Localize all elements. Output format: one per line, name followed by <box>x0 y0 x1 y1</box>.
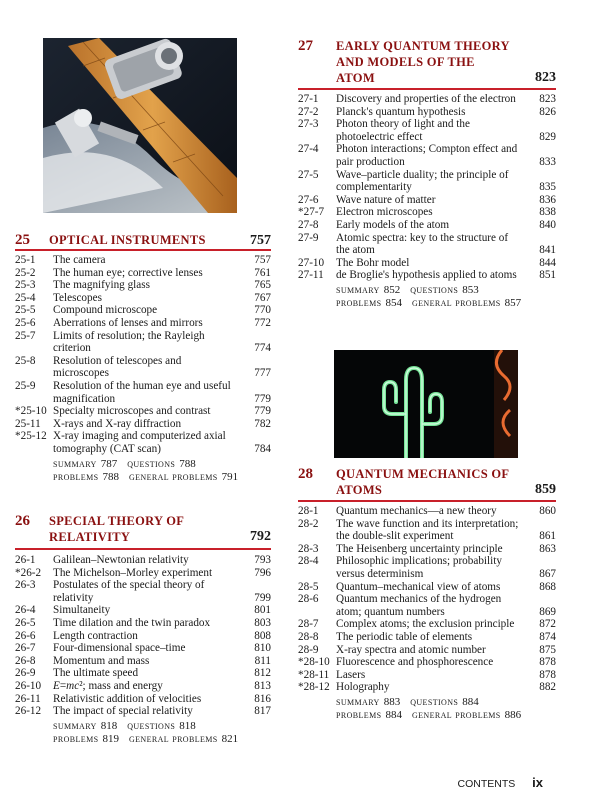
toc-entry <box>298 593 556 618</box>
section-title: Wave–particle duality; the principle of complementarity <box>336 168 509 194</box>
summary-page: 883 <box>383 695 401 708</box>
footer-page-number: ix <box>532 775 543 790</box>
section-page: 882 <box>539 681 556 694</box>
section-page: 816 <box>254 692 271 705</box>
chapter-27-rule <box>298 88 556 90</box>
section-number: 28-7 <box>298 618 319 631</box>
section-number: 26-10 <box>15 679 42 692</box>
section-title: Quantum mechanics—a new theory <box>336 505 497 517</box>
section-page: 813 <box>254 679 271 692</box>
section-title: de Broglie's hypothesis applied to atoms <box>336 269 517 282</box>
toc-entry <box>298 656 556 669</box>
toc-entry <box>298 206 556 219</box>
toc-entry <box>298 219 556 232</box>
section-number: *25-12 <box>15 430 47 443</box>
section-page: 784 <box>254 442 271 455</box>
section-page: 823 <box>539 93 556 105</box>
summary-line <box>336 696 556 709</box>
section-title: Quantum–mechanical view of atoms <box>336 580 501 593</box>
chapter-26-heading <box>15 513 271 545</box>
toc-entry <box>15 705 271 718</box>
general-problems-label: general problems <box>128 470 218 483</box>
section-title: Time dilation and the twin paradox <box>53 616 211 629</box>
section-number: 28-3 <box>298 542 319 555</box>
section-number: 26-8 <box>15 654 36 667</box>
section-page: 878 <box>539 668 556 681</box>
toc-entry <box>15 380 271 405</box>
chapter-title: SPECIAL THEORY OF RELATIVITY <box>49 514 184 544</box>
section-number: 25-7 <box>15 329 36 342</box>
section-number: 28-1 <box>298 505 319 517</box>
summary-label: summary <box>336 283 380 296</box>
section-number: 26-12 <box>15 705 42 718</box>
toc-entry <box>15 254 271 267</box>
questions-page: 818 <box>179 719 196 732</box>
chapter-26-sections <box>15 554 271 746</box>
section-title: Aberrations of lenses and mirrors <box>53 316 203 329</box>
section-number: 26-9 <box>15 667 36 680</box>
summary-line <box>53 720 271 733</box>
questions-label: questions <box>410 695 459 708</box>
section-page: 869 <box>539 605 556 618</box>
problems-page: 884 <box>385 708 402 721</box>
toc-entry <box>298 505 556 518</box>
section-title: The human eye; corrective lenses <box>53 266 203 279</box>
toc-entry <box>298 169 556 194</box>
toc-entry <box>15 355 271 380</box>
section-title: Holography <box>336 681 390 694</box>
section-title: Wave nature of matter <box>336 193 436 206</box>
general-problems-label: general problems <box>411 296 501 309</box>
section-page: 841 <box>539 244 556 257</box>
chapter-title: EARLY QUANTUM THEORY AND MODELS OF THE ATOM <box>336 39 510 85</box>
section-title: Resolution of the human eye and useful magnification <box>53 379 231 405</box>
toc-entry <box>15 430 271 455</box>
general-problems-page: 857 <box>504 296 522 309</box>
section-page: 826 <box>539 105 556 118</box>
section-number: 27-1 <box>298 93 319 105</box>
section-title: The Heisenberg uncertainty principle <box>336 542 503 555</box>
section-title: Length contraction <box>53 629 138 642</box>
section-number: 25-5 <box>15 304 36 317</box>
section-number: 25-9 <box>15 379 36 392</box>
toc-entry <box>298 669 556 682</box>
chapter-26-rule <box>15 548 271 550</box>
page-footer <box>457 775 543 790</box>
problems-line <box>53 471 271 484</box>
section-title: The Bohr model <box>336 256 410 269</box>
section-page: 878 <box>539 656 556 669</box>
section-number: 25-2 <box>15 266 36 279</box>
toc-entry <box>15 617 271 630</box>
section-title: The periodic table of elements <box>336 630 473 643</box>
section-number: 26-3 <box>15 579 36 592</box>
summary-page: 787 <box>100 457 118 470</box>
section-title: X-rays and X-ray diffraction <box>53 417 182 430</box>
summary-page: 852 <box>383 283 401 296</box>
section-title: The camera <box>53 254 106 266</box>
summary-label: summary <box>53 457 97 470</box>
toc-entry <box>298 232 556 257</box>
questions-page: 788 <box>179 457 196 470</box>
general-problems-label: general problems <box>128 732 218 745</box>
section-title: Planck's quantum hypothesis <box>336 105 466 118</box>
section-number: *26-2 <box>15 566 42 579</box>
questions-label: questions <box>127 457 176 470</box>
toc-entry <box>298 518 556 543</box>
section-page: 803 <box>254 616 271 629</box>
toc-entry <box>298 194 556 207</box>
toc-entry <box>298 644 556 657</box>
section-number: 27-8 <box>298 218 319 231</box>
summary-label: summary <box>336 695 380 708</box>
section-number: 25-11 <box>15 417 41 430</box>
section-title: Philosophic implications; probability versus determinism <box>336 555 502 580</box>
section-page: 757 <box>254 254 271 266</box>
section-title: Relativistic addition of velocities <box>53 692 202 705</box>
summary-label: summary <box>53 719 97 732</box>
questions-label: questions <box>410 283 459 296</box>
hubble-telescope-photo <box>43 38 237 213</box>
section-number: 28-4 <box>298 555 319 568</box>
section-page: 779 <box>254 392 271 405</box>
problems-line <box>336 297 556 310</box>
toc-entry <box>298 631 556 644</box>
section-page: 833 <box>539 155 556 168</box>
section-title: Limits of resolution; the Rayleigh criterion <box>53 329 205 355</box>
section-title: The Michelson–Morley experiment <box>53 566 213 579</box>
section-title: Postulates of the special theory of relativity <box>53 579 205 604</box>
toc-entry <box>298 143 556 168</box>
section-page: 860 <box>539 505 556 517</box>
summary-line <box>336 284 556 297</box>
section-title: Fluorescence and phosphorescence <box>336 656 494 669</box>
section-page: 829 <box>539 130 556 143</box>
neon-cactus-photo <box>334 350 518 458</box>
section-page: 770 <box>254 304 271 317</box>
section-number: 25-1 <box>15 254 36 266</box>
section-page: 817 <box>254 705 271 718</box>
problems-label: problems <box>53 470 99 483</box>
section-page: 861 <box>539 530 556 543</box>
chapter-number: 25 <box>15 232 30 248</box>
toc-entry <box>15 680 271 693</box>
section-title: Quantum mechanics of the hydrogen atom; quantum numbers <box>336 593 502 618</box>
toc-entry <box>298 681 556 694</box>
section-number: *28-10 <box>298 656 330 669</box>
problems-label: problems <box>336 296 382 309</box>
section-number: 27-5 <box>298 168 319 181</box>
section-number: 28-9 <box>298 643 319 656</box>
toc-entry <box>15 317 271 330</box>
section-number: 26-7 <box>15 642 36 655</box>
chapter-title: QUANTUM MECHANICS OF ATOMS <box>336 467 509 497</box>
chapter-number: 28 <box>298 466 313 482</box>
section-title: Resolution of telescopes and microscopes <box>53 354 182 380</box>
section-page: 875 <box>539 643 556 656</box>
general-problems-page: 886 <box>504 708 522 721</box>
toc-entry <box>298 543 556 556</box>
toc-entry <box>298 269 556 282</box>
toc-entry <box>15 279 271 292</box>
general-problems-page: 791 <box>221 470 239 483</box>
section-page: 774 <box>254 342 271 355</box>
section-title: Specialty microscopes and contrast <box>53 405 211 418</box>
toc-entry <box>15 693 271 706</box>
section-title: The impact of special relativity <box>53 705 193 718</box>
section-number: 28-6 <box>298 593 319 606</box>
chapter-page: 823 <box>535 70 556 85</box>
section-title: Lasers <box>336 668 366 681</box>
section-title: Compound microscope <box>53 304 158 317</box>
questions-label: questions <box>127 719 176 732</box>
section-page: 801 <box>254 604 271 617</box>
toc-entry <box>298 106 556 119</box>
toc-entry <box>15 655 271 668</box>
summary-page: 818 <box>100 719 118 732</box>
section-number: 26-5 <box>15 616 36 629</box>
chapter-25-sections <box>15 254 271 484</box>
toc-entry <box>15 554 271 567</box>
chapter-27-heading <box>298 38 556 86</box>
section-number: 27-11 <box>298 269 324 282</box>
chapter-28-rule <box>298 500 556 502</box>
section-page: 799 <box>254 591 271 604</box>
problems-line <box>336 709 556 722</box>
toc-entry <box>15 405 271 418</box>
section-number: 27-9 <box>298 231 319 244</box>
toc-entry <box>15 579 271 604</box>
section-number: *25-10 <box>15 405 47 418</box>
section-page: 765 <box>254 279 271 292</box>
toc-entry <box>15 630 271 643</box>
section-title: X-ray spectra and atomic number <box>336 643 486 656</box>
toc-entry <box>15 292 271 305</box>
chapter-page: 859 <box>535 482 556 497</box>
section-page: 868 <box>539 580 556 593</box>
toc-entry <box>15 567 271 580</box>
section-page: 808 <box>254 629 271 642</box>
section-number: 26-4 <box>15 604 36 617</box>
toc-entry <box>15 330 271 355</box>
chapter-title: OPTICAL INSTRUMENTS <box>49 233 206 247</box>
questions-page: 884 <box>462 695 479 708</box>
section-number: 25-6 <box>15 316 36 329</box>
toc-entry <box>15 604 271 617</box>
general-problems-page: 821 <box>221 732 239 745</box>
section-title: Atomic spectra: key to the structure of the atom <box>336 231 509 257</box>
section-page: 835 <box>539 181 556 194</box>
chapter-number: 26 <box>15 513 30 529</box>
section-title: Photon theory of light and the photoelectric effect <box>336 118 470 143</box>
section-page: 761 <box>254 266 271 279</box>
section-page: 851 <box>539 269 556 282</box>
section-page: 796 <box>254 566 271 579</box>
section-title: X-ray imaging and computerized axial tomography (CAT scan) <box>53 430 226 455</box>
toc-entry <box>298 93 556 106</box>
section-page: 863 <box>539 542 556 555</box>
section-page: 867 <box>539 567 556 580</box>
chapter-28-heading <box>298 466 556 498</box>
problems-label: problems <box>336 708 382 721</box>
problems-page: 788 <box>102 470 119 483</box>
section-number: 26-1 <box>15 554 36 566</box>
section-page: 777 <box>254 367 271 380</box>
general-problems-label: general problems <box>411 708 501 721</box>
section-number: 27-6 <box>298 193 319 206</box>
section-number: 27-10 <box>298 256 325 269</box>
section-number: *27-7 <box>298 206 325 219</box>
problems-page: 819 <box>102 732 119 745</box>
toc-entry <box>15 304 271 317</box>
section-page: 782 <box>254 417 271 430</box>
section-title: Simultaneity <box>53 604 111 617</box>
section-page: 772 <box>254 316 271 329</box>
section-page: 874 <box>539 630 556 643</box>
section-page: 793 <box>254 554 271 566</box>
section-number: 27-2 <box>298 105 319 118</box>
section-title: The magnifying glass <box>53 279 150 292</box>
section-page: 838 <box>539 206 556 219</box>
section-number: 26-6 <box>15 629 36 642</box>
section-title: Photon interactions; Compton effect and pair production <box>336 143 518 168</box>
summary-line <box>53 458 271 471</box>
section-number: *28-11 <box>298 668 330 681</box>
section-number: 27-4 <box>298 143 319 156</box>
toc-entry <box>298 618 556 631</box>
chapter-page: 757 <box>250 233 271 248</box>
section-page: 779 <box>254 405 271 418</box>
chapter-page: 792 <box>250 529 271 544</box>
section-title: Four-dimensional space–time <box>53 642 186 655</box>
section-title: Discovery and properties of the electron <box>336 93 516 105</box>
section-page: 810 <box>254 642 271 655</box>
section-page: 767 <box>254 291 271 304</box>
toc-entry <box>15 667 271 680</box>
section-number: 25-4 <box>15 291 36 304</box>
chapter-25-rule <box>15 249 271 251</box>
toc-entry <box>298 555 556 580</box>
section-title: Galilean–Newtonian relativity <box>53 554 189 566</box>
chapter-number: 27 <box>298 38 313 54</box>
section-title: Momentum and mass <box>53 654 150 667</box>
section-title: Electron microscopes <box>336 206 433 219</box>
section-page: 812 <box>254 667 271 680</box>
chapter-28-sections <box>298 505 556 722</box>
questions-page: 853 <box>462 283 479 296</box>
section-page: 844 <box>539 256 556 269</box>
problems-line <box>53 733 271 746</box>
section-number: 25-3 <box>15 279 36 292</box>
section-title: Telescopes <box>53 291 102 304</box>
section-number: *28-12 <box>298 681 330 694</box>
toc-entry <box>15 267 271 280</box>
problems-page: 854 <box>385 296 402 309</box>
toc-entry <box>298 118 556 143</box>
footer-label: CONTENTS <box>457 778 516 790</box>
section-title: Complex atoms; the exclusion principle <box>336 618 515 631</box>
chapter-25-heading <box>15 232 271 249</box>
section-page: 840 <box>539 218 556 231</box>
section-number: 26-11 <box>15 692 41 705</box>
section-title: Early models of the atom <box>336 218 450 231</box>
section-number: 28-2 <box>298 517 319 530</box>
toc-entry <box>298 581 556 594</box>
toc-entry <box>298 257 556 270</box>
toc-entry <box>15 418 271 431</box>
section-number: 27-3 <box>298 118 319 131</box>
section-page: 811 <box>254 654 271 667</box>
section-title: The ultimate speed <box>53 667 139 680</box>
section-page: 872 <box>539 618 556 631</box>
section-number: 28-5 <box>298 580 319 593</box>
toc-entry <box>15 642 271 655</box>
section-title: The wave function and its interpretation; the double-slit experiment <box>336 517 519 543</box>
problems-label: problems <box>53 732 99 745</box>
section-title: E=mc²; mass and energy <box>53 679 163 692</box>
section-page: 836 <box>539 193 556 206</box>
chapter-27-sections <box>298 93 556 310</box>
section-number: 28-8 <box>298 630 319 643</box>
section-number: 25-8 <box>15 354 36 367</box>
